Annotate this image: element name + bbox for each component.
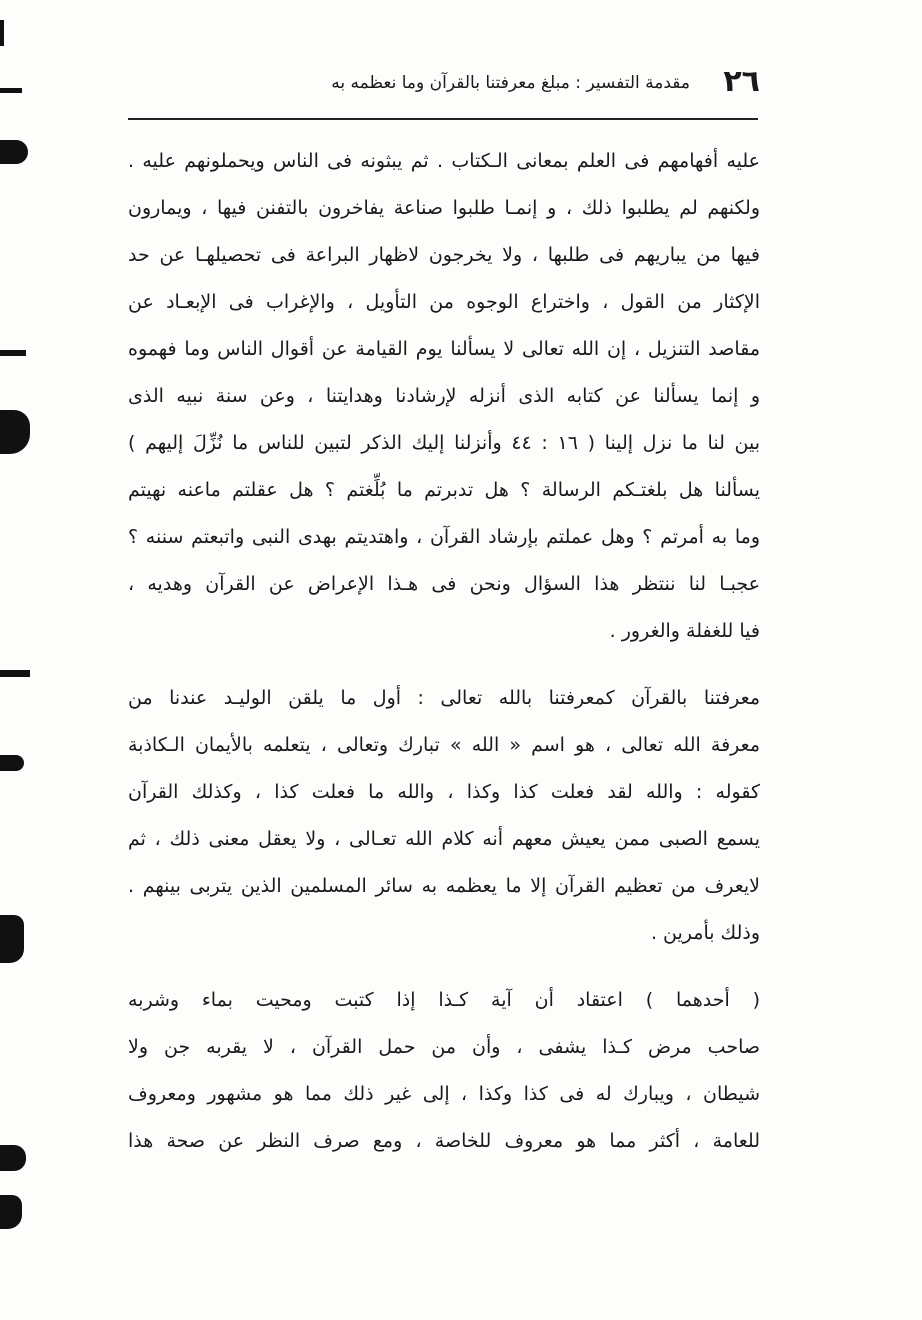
body-text xyxy=(128,138,760,1165)
scan-artifact xyxy=(0,88,22,93)
scan-artifact xyxy=(0,1195,22,1229)
scan-artifact xyxy=(0,755,24,771)
text-line: صاحب مرض كـذا يشفى ، وأن من حمل القرآن ، لا يقربه جن ولا xyxy=(128,1036,760,1058)
text-line: الإكثار من القول ، واختراع الوجوه من التأويل ، والإغراب فى الإبعـاد عن xyxy=(128,291,760,313)
running-title: مقدمة التفسير : مبلغ معرفتنا بالقرآن وما نعظمه به xyxy=(331,73,690,93)
text-line: عليه أفهامهم فى العلم بمعانى الـكتاب . ثم يبثونه فى الناس ويحملونهم عليه . xyxy=(128,150,760,172)
scan-artifact xyxy=(0,1145,26,1171)
text-line: كقوله : والله لقد فعلت كذا وكذا ، والله ما فعلت كذا ، وكذلك القرآن xyxy=(128,781,760,803)
paragraph xyxy=(128,675,760,957)
scan-artifact xyxy=(0,140,28,164)
scan-artifact xyxy=(0,350,26,356)
text-line: ولكنهم لم يطلبوا ذلك ، و إنمـا طلبوا صناعة يفاخرون بالتفنن فيها ، ويمارون xyxy=(128,197,760,219)
text-line: يسألنا هل بلغتـكم الرسالة ؟ هل تدبرتم ما بُلِّغتم ؟ هل عقلتم ماعنه نهيتم xyxy=(128,479,760,501)
text-line: عجبـا لنا ننتظر هذا السؤال ونحن فى هـذا الإعراض عن القرآن وهديه ، xyxy=(128,573,760,595)
page-number: ٢٦ xyxy=(723,64,760,99)
header-divider xyxy=(128,118,758,120)
scan-artifact xyxy=(0,410,30,454)
paragraph xyxy=(128,138,760,655)
text-line: و إنما يسألنا عن كتابه الذى أنزله لإرشادنا وهدايتنا ، وعن سنة نبيه الذى xyxy=(128,385,760,407)
text-line: لايعرف من تعظيم القرآن إلا ما يعظمه به سائر المسلمين الذين يتربى بينهم . xyxy=(128,875,760,897)
scan-artifact xyxy=(0,915,24,963)
scan-artifact xyxy=(0,670,30,677)
text-line: وذلك بأمرين . xyxy=(650,922,760,944)
text-line: معرفة الله تعالى ، هو اسم « الله » تبارك وتعالى ، يتعلمه بالأيمان الـكاذبة xyxy=(128,734,760,756)
text-line: مقاصد التنزيل ، إن الله تعالى لا يسألنا يوم القيامة عن أقوال الناس وما فهموه xyxy=(128,338,760,360)
paragraph xyxy=(128,977,760,1165)
scan-artifact xyxy=(0,20,4,46)
text-line: للعامة ، أكثر مما هو معروف للخاصة ، ومع صرف النظر عن صحة هذا xyxy=(128,1130,760,1152)
text-line: فيا للغفلة والغرور . xyxy=(609,620,760,642)
text-line: يسمع الصبى ممن يعيش معهم أنه كلام الله تعـالى ، ولا يعقل معنى ذلك ، ثم xyxy=(128,828,760,850)
text-line: فيها من يباريهم فى طلبها ، ولا يخرجون لاظهار البراعة فى تحصيلهـا عن حد xyxy=(128,244,760,266)
running-header xyxy=(200,62,760,102)
text-line: شيطان ، ويبارك له فى كذا وكذا ، إلى غير ذلك مما هو مشهور ومعروف xyxy=(128,1083,760,1105)
text-line: وما به أمرتم ؟ وهل عملتم بإرشاد القرآن ، واهتديتم بهدى النبى واتبعتم سننه ؟ xyxy=(128,526,760,548)
text-line: ( أحدهما ) اعتقاد أن آية كـذا إذا كتبت ومحيت بماء وشربه xyxy=(128,989,760,1011)
text-line: معرفتنا بالقرآن كمعرفتنا بالله تعالى : أول ما يلقن الوليـد عندنا من xyxy=(128,687,760,709)
text-line: بين لنا ما نزل إلينا ( ١٦ : ٤٤ وأنزلنا إليك الذكر لتبين للناس ما نُزِّلَ إليهم ) xyxy=(128,432,760,454)
